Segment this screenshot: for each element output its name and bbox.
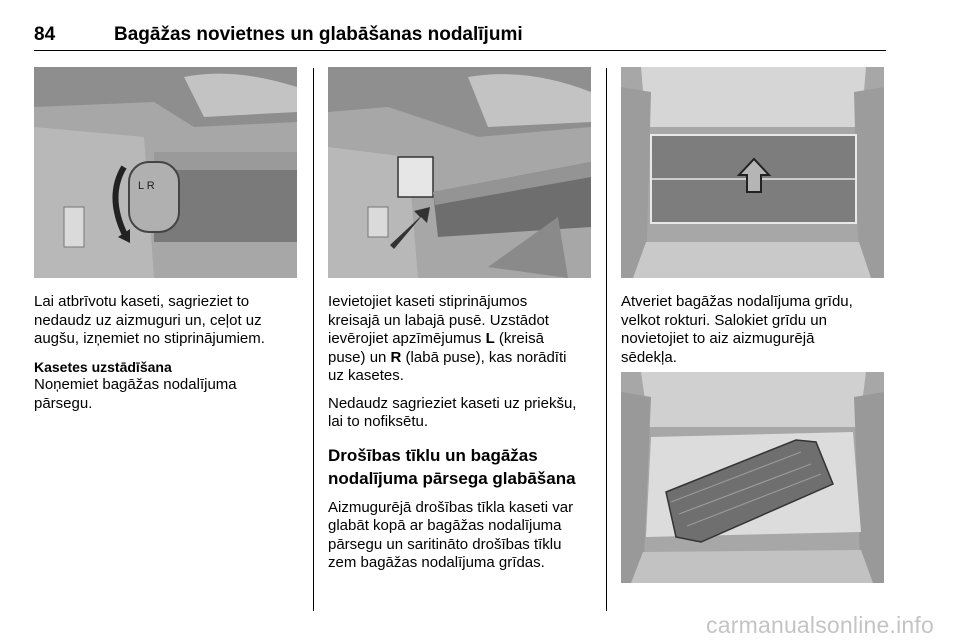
cargo-floor-drawing [621,67,884,278]
page-title: Bagāžas novietnes un glabāšanas nodalījumi [114,24,523,45]
page-header [34,20,886,51]
column-2-text [328,293,600,573]
cassette-label-text: L R [138,180,155,192]
watermark: carmanualsonline.info [706,612,934,638]
cassette-insertion-drawing [328,67,591,278]
subheading-install-cassette: Kasetes uzstādīšana [34,358,172,375]
illustration-cassette-removal [34,67,297,278]
column-3-text [621,293,891,367]
marking-right: R [390,348,402,366]
cassette-stowage-drawing [621,372,884,583]
column-1-text [34,293,304,413]
cassette-removal-drawing [34,67,297,278]
section-heading-storage: Drošības tīklu un bagāžas nodalījuma pārsega glabāšana [328,445,576,488]
instruction-insert-cassette: Ievietojiet kaseti stiprinājumos kreisajā un labajā pusē. Uzstādot ievērojiet apzīmējumus L (kreisā puse) un R (labā puse), kas norādīti uz kasetes. [328,293,567,384]
illustration-cassette-stowage [621,372,884,583]
column-divider-2 [606,68,607,611]
illustration-cassette-insertion [328,67,591,278]
illustration-cargo-floor [621,67,884,278]
marking-left: L [485,330,495,347]
instruction-rotate-forward: Nedaudz sagrieziet kaseti uz priekšu, lai to nofiksētu. [328,394,577,430]
page-number: 84 [34,24,56,45]
instruction-remove-cassette: Lai atbrīvotu kaseti, sagrieziet to nedaudz uz aizmuguri un, ceļot uz augšu, izņemiet no stiprinājumiem. [34,293,265,347]
instruction-remove-cover: Noņemiet bagāžas nodalījuma pārsegu. [34,376,237,412]
instruction-open-floor: Atveriet bagāžas nodalījuma grīdu, velkot rokturi. Salokiet grīdu un novietojiet to aiz aizmugurējā sēdekļa. [621,293,853,366]
column-divider-1 [313,68,314,611]
instruction-storage: Aizmugurējā drošības tīkla kaseti var glabāt kopā ar bagāžas nodalījuma pārsegu un saritināto drošības tīklu zem bagāžas nodalījuma grīdas. [328,498,574,571]
